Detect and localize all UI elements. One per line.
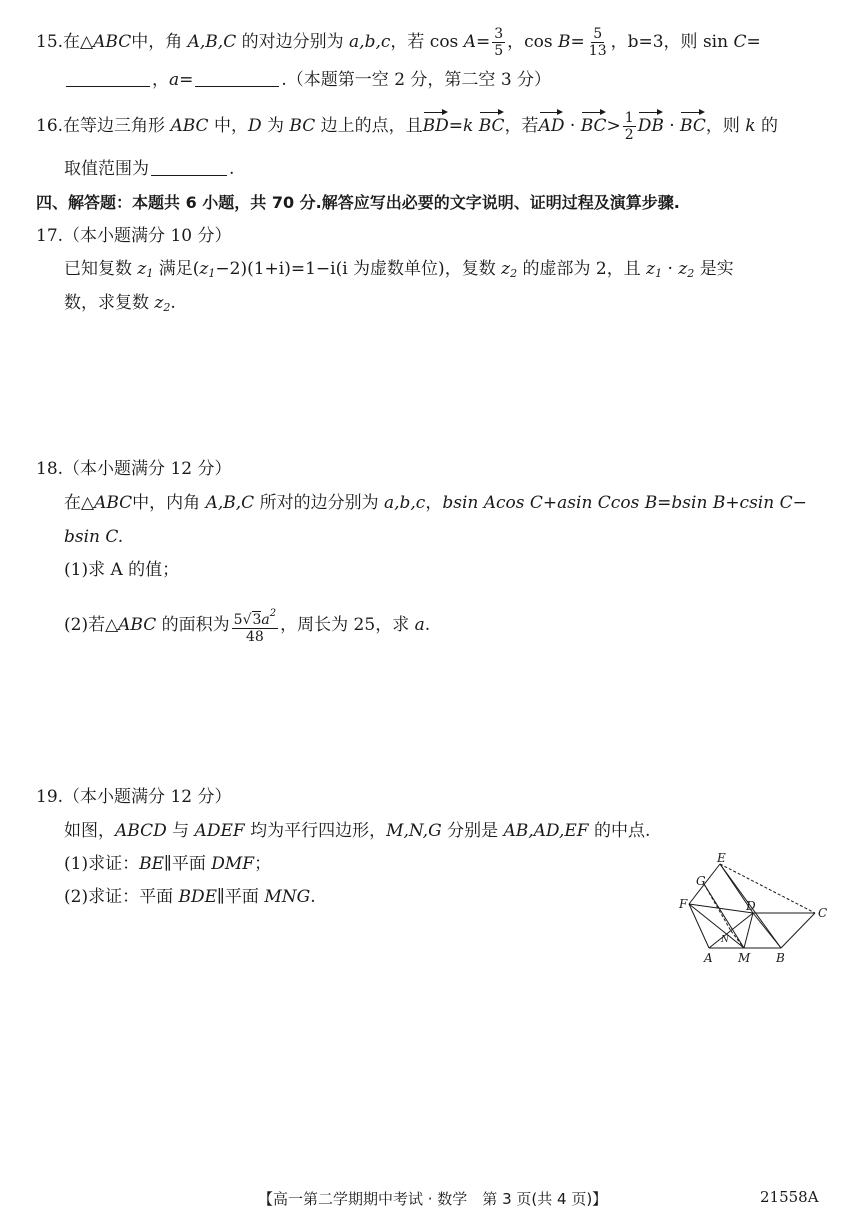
label-a: A <box>704 951 713 965</box>
label-f: F <box>679 897 688 911</box>
question-18-line-1: 在△ABC中，内角 A,B,C 所对的边分别为 a,b,c，bsin Acos C+asin Ccos B=bsin B+csin C− <box>64 493 807 513</box>
label-g: G <box>696 874 706 888</box>
answer-blank[interactable] <box>66 68 150 87</box>
label-d: D <box>746 899 756 913</box>
question-19-part-2: (2)求证：平面 BDE∥平面 MNG. <box>64 887 316 907</box>
geometry-figure <box>672 852 832 968</box>
answer-blank[interactable] <box>195 68 279 87</box>
question-19-header: 19.（本小题满分 12 分） <box>36 787 232 807</box>
vector-bc: BC <box>680 110 706 138</box>
page-footer-title: 【高一第二学期期中考试 · 数学 第 3 页(共 4 页)】 <box>258 1190 608 1208</box>
answer-blank[interactable] <box>151 157 227 176</box>
question-17-header: 17.（本小题满分 10 分） <box>36 226 232 246</box>
question-18-line-2: bsin C. <box>64 527 124 547</box>
label-b: B <box>776 951 785 965</box>
vector-db: DB <box>638 110 664 138</box>
fraction-half: $\frac{1}{2}$ <box>624 110 634 143</box>
label-c: C <box>818 906 828 920</box>
vector-bd: BD <box>423 110 449 138</box>
vector-ad: AD <box>539 110 565 138</box>
label-e: E <box>717 852 726 865</box>
question-16-line-2: 取值范围为 . <box>64 159 235 179</box>
edge-md <box>744 913 753 948</box>
section-heading: 四、解答题：本题共 6 小题，共 70 分.解答应写出必要的文字说明、证明过程及演算步骤. <box>36 193 680 212</box>
question-19-part-1: (1)求证：BE∥平面 DMF； <box>64 854 272 874</box>
vector-bc: BC <box>479 110 505 138</box>
edge-bd <box>753 913 781 948</box>
question-number: 16. <box>36 116 64 136</box>
fraction-cosA: $\frac{3}{5}$ <box>494 26 504 59</box>
edge-ec <box>720 864 815 913</box>
edge-cb <box>781 913 815 948</box>
vector-bc: BC <box>581 110 607 138</box>
label-m: M <box>738 951 751 965</box>
question-15-line-1: 15.在△ABC中，角 A,B,C 的对边分别为 a,b,c，若 cos A= $\frac{3}{5}$ ，cos B= $\frac{5}{13}$ ，b=3，则 sin C= <box>36 26 761 59</box>
question-number: 15. <box>36 32 64 52</box>
fraction-cosB: $\frac{5}{13}$ <box>588 26 607 59</box>
page-footer-code: 21558A <box>760 1188 819 1206</box>
question-17-line-2: 数，求复数 $z_2$. <box>64 293 176 314</box>
question-19-line-1: 如图，ABCD 与 ADEF 均为平行四边形，M,N,G 分别是 AB,AD,EF 的中点. <box>64 821 651 841</box>
question-15-line-2: ，a= .（本题第一空 2 分，第二空 3 分） <box>64 68 551 92</box>
question-17-line-1: 已知复数 $z_1$ 满足$(z_1-2)(1+i)=1-i(i$ 为虚数单位)，复数 $z_2$ 的虚部为 2，且 $z_1 \cdot z_2$ 是实 <box>64 259 734 280</box>
question-18-part-1: (1)求 A 的值； <box>64 560 180 580</box>
edge-ad <box>709 913 753 948</box>
fraction-area: $\frac{5√3a^2}{48}$ <box>233 608 277 645</box>
question-18-header: 18.（本小题满分 12 分） <box>36 459 232 479</box>
edge-af <box>689 904 709 948</box>
label-n: N <box>721 935 729 945</box>
question-18-part-2: (2)若△ABC 的面积为 $\frac{5√3a^2}{48}$ ，周长为 25，求 a. <box>64 608 431 645</box>
question-16-line-1: 16.在等边三角形 ABC 中，D 为 BC 边上的点，且BD=k BC，若AD · BC> $\frac{1}{2}$ DB · BC，则 k 的 <box>36 110 778 143</box>
